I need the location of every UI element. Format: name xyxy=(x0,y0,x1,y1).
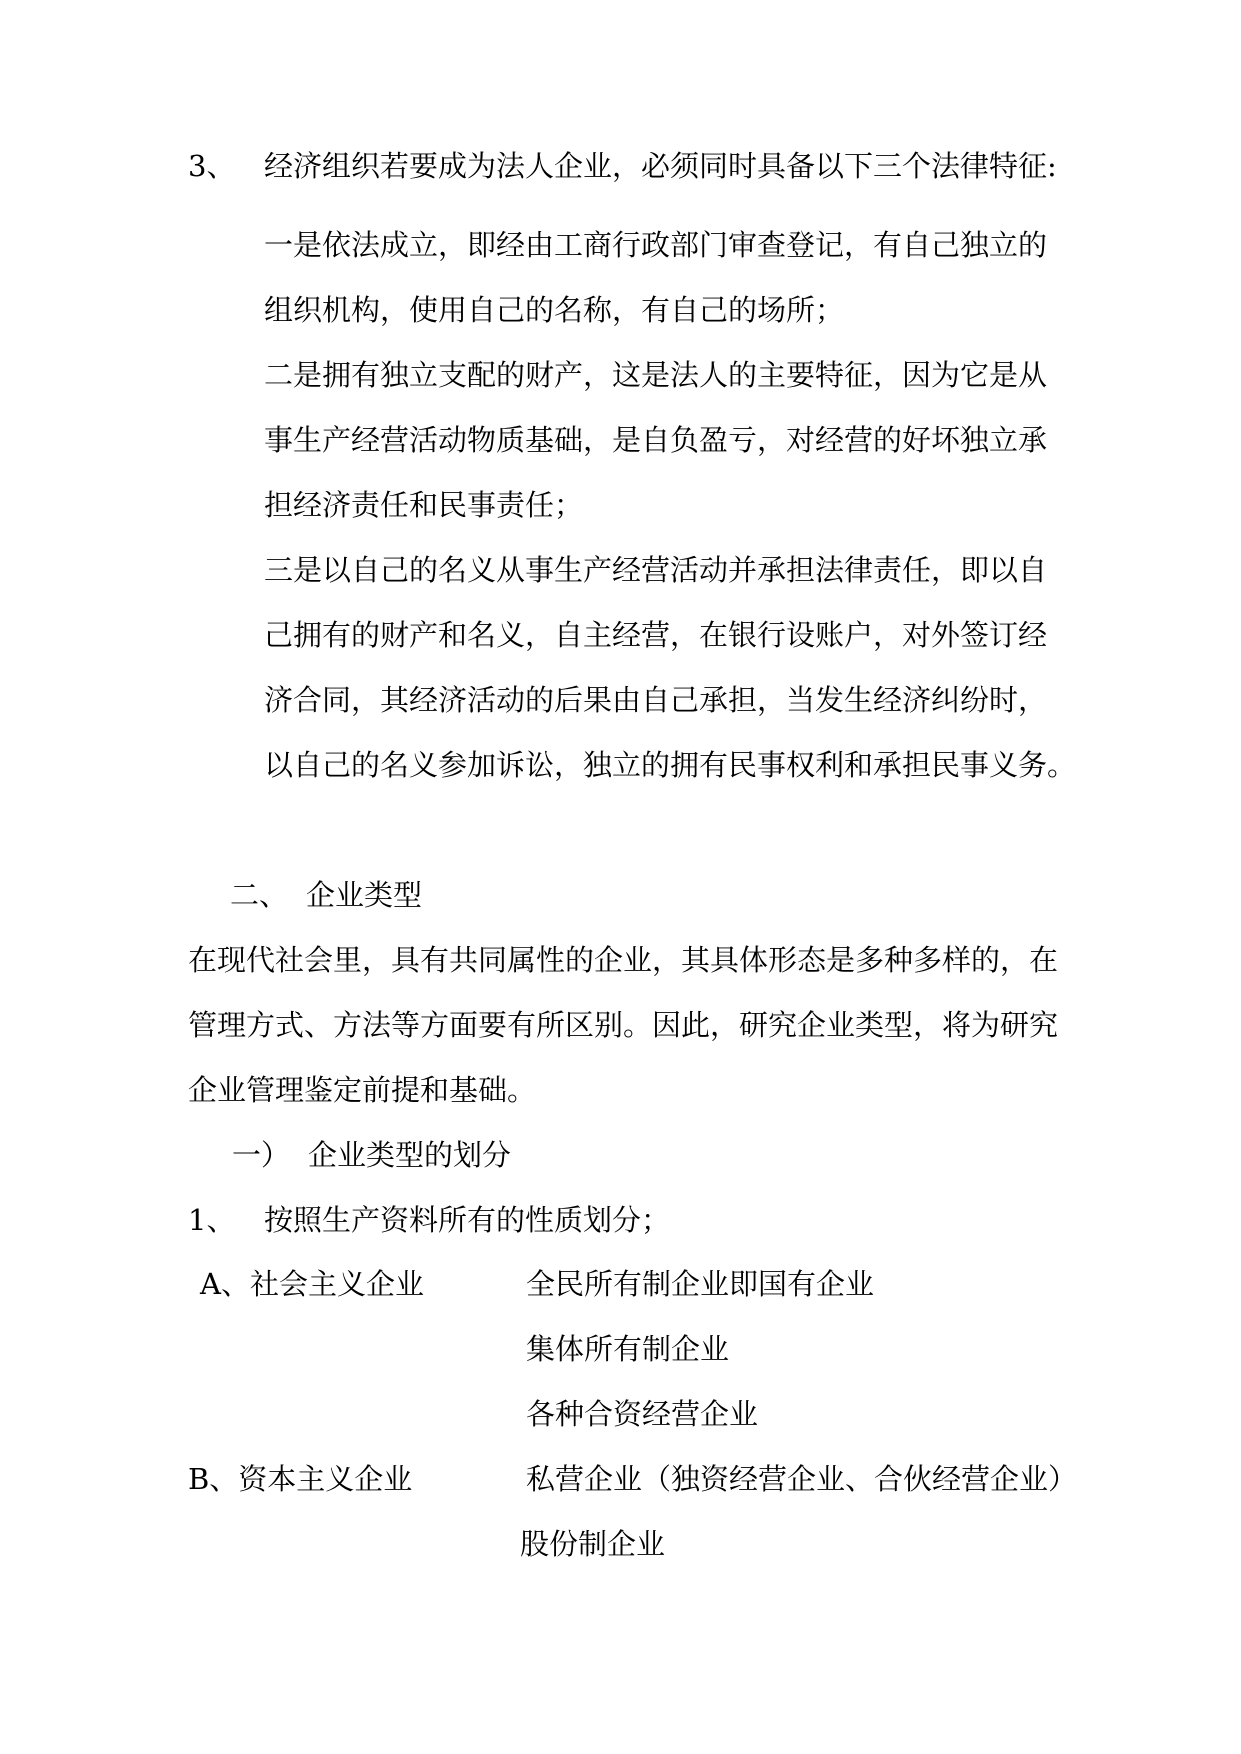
category-a-label: A、社会主义企业 xyxy=(200,1267,424,1301)
category-a-type: 全民所有制企业即国有企业 xyxy=(526,1267,875,1301)
category-b-label: B、资本主义企业 xyxy=(188,1462,413,1496)
feature-1-line: 一是依法成立，即经由工商行政部门审查登记，有自己独立的 xyxy=(264,228,1048,262)
feature-3-line: 济合同，其经济活动的后果由自己承担，当发生经济纠纷时， xyxy=(264,683,1048,717)
subsection-number: 一） xyxy=(232,1138,291,1172)
feature-3-line: 以自己的名义参加诉讼，独立的拥有民事权利和承担民事义务。 xyxy=(264,748,1077,782)
category-a-type: 集体所有制企业 xyxy=(526,1332,730,1366)
section-3-number: 3、 xyxy=(188,149,236,183)
feature-3-line: 三是以自己的名义从事生产经营活动并承担法律责任，即以自 xyxy=(264,553,1048,587)
paragraph-line: 企业管理鉴定前提和基础。 xyxy=(188,1073,537,1107)
section-2-number: 二、 xyxy=(230,878,289,912)
feature-2-line: 担经济责任和民事责任； xyxy=(264,488,584,522)
paragraph-line: 管理方式、方法等方面要有所区别。因此，研究企业类型，将为研究 xyxy=(188,1008,1059,1042)
category-b-type: 私营企业（独资经营企业、合伙经营企业） xyxy=(526,1462,1078,1496)
feature-2-line: 事生产经营活动物质基础，是自负盈亏，对经营的好坏独立承 xyxy=(264,423,1048,457)
section-3-intro: 经济组织若要成为法人企业，必须同时具备以下三个法律特征: xyxy=(264,149,1057,183)
paragraph-line: 在现代社会里，具有共同属性的企业，其具体形态是多种多样的，在 xyxy=(188,943,1059,977)
feature-2-line: 二是拥有独立支配的财产，这是法人的主要特征，因为它是从 xyxy=(264,358,1048,392)
section-2-title: 企业类型 xyxy=(306,878,423,912)
item-1-text: 按照生产资料所有的性质划分； xyxy=(264,1203,671,1237)
item-1-number: 1、 xyxy=(188,1203,236,1237)
feature-3-line: 己拥有的财产和名义，自主经营，在银行设账户，对外签订经 xyxy=(264,618,1048,652)
category-a-type: 各种合资经营企业 xyxy=(526,1397,759,1431)
feature-1-line: 组织机构，使用自己的名称，有自己的场所； xyxy=(264,293,845,327)
category-b-type: 股份制企业 xyxy=(520,1527,666,1561)
subsection-title: 企业类型的划分 xyxy=(308,1138,512,1172)
